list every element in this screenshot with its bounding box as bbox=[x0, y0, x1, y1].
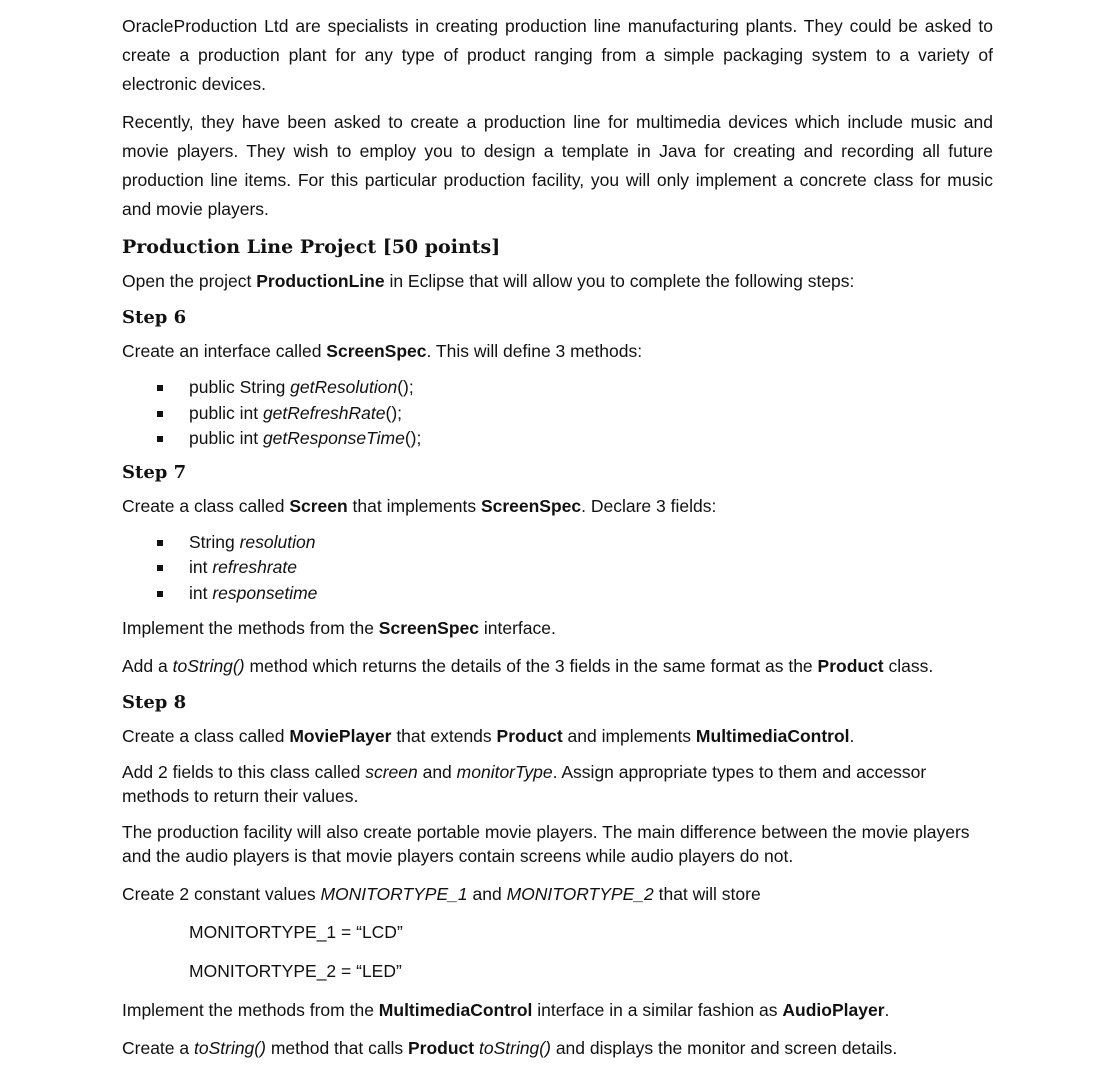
bullet-square-icon bbox=[157, 591, 163, 597]
constant-monitortype-2: MONITORTYPE_2 = “LED” bbox=[189, 961, 402, 981]
bullet-square-icon bbox=[157, 385, 163, 391]
constant-monitortype-1: MONITORTYPE_1 = “LCD” bbox=[189, 922, 403, 942]
step-8-constants-instruction: Create 2 constant values MONITORTYPE_1 and MONITORTYPE_2 that will store bbox=[122, 884, 761, 904]
bullet-square-icon bbox=[157, 565, 163, 571]
step-7-field-list bbox=[122, 530, 993, 607]
list-item: int responsetime bbox=[122, 581, 993, 607]
step-8-portable-note: The production facility will also create portable movie players. The main difference between the movie players and the audio players is that movie players contain screens while audio players do not. bbox=[122, 822, 970, 866]
open-project-instruction: Open the project ProductionLine in Eclipse that will allow you to complete the following steps: bbox=[122, 271, 855, 291]
step-7-instruction: Create a class called Screen that implements ScreenSpec. Declare 3 fields: bbox=[122, 495, 717, 516]
step-6-heading: Step 6 bbox=[122, 307, 187, 328]
list-item: String resolution bbox=[122, 530, 993, 556]
list-item: public String getResolution(); bbox=[122, 375, 993, 401]
step-7-implement-note: Implement the methods from the ScreenSpec interface. bbox=[122, 618, 556, 638]
list-item: public int getResponseTime(); bbox=[122, 426, 993, 452]
step-6-method-list bbox=[122, 375, 993, 452]
list-item: int refreshrate bbox=[122, 555, 993, 581]
intro-paragraph-2: Recently, they have been asked to create a production line for multimedia devices which include music and movie players. They wish to employ you to design a template in Java for creating and recording all future production line items. For this particular production facility, you will only implement a concrete class for music and movie players. bbox=[122, 112, 993, 219]
list-item: public int getRefreshRate(); bbox=[122, 401, 993, 427]
step-8-class-instruction: Create a class called MoviePlayer that extends Product and implements MultimediaControl. bbox=[122, 726, 855, 746]
step-6-instruction: Create an interface called ScreenSpec. This will define 3 methods: bbox=[122, 341, 643, 361]
document-page bbox=[122, 12, 993, 1072]
project-heading: Production Line Project [50 points] bbox=[122, 236, 501, 258]
step-7-heading: Step 7 bbox=[122, 461, 187, 483]
step-8-implement-note: Implement the methods from the MultimediaControl interface in a similar fashion as AudioPlayer. bbox=[122, 1000, 890, 1020]
step-8-heading: Step 8 bbox=[122, 692, 187, 713]
bullet-square-icon bbox=[157, 540, 163, 546]
bullet-square-icon bbox=[157, 436, 163, 442]
step-7-tostring-note: Add a toString() method which returns the details of the 3 fields in the same format as the Product class. bbox=[122, 656, 934, 676]
bullet-square-icon bbox=[157, 411, 163, 417]
step-8-fields-instruction: Add 2 fields to this class called screen and monitorType. Assign appropriate types to them and accessor methods to return their values. bbox=[122, 762, 927, 806]
intro-paragraph-1: OracleProduction Ltd are specialists in creating production line manufacturing plants. They could be asked to create a production plant for any type of product ranging from a simple packaging system to a variety of electronic devices. bbox=[122, 16, 993, 94]
step-8-tostring-note: Create a toString() method that calls Product toString() and displays the monitor and screen details. bbox=[122, 1038, 898, 1058]
project-name: ProductionLine bbox=[256, 271, 385, 291]
